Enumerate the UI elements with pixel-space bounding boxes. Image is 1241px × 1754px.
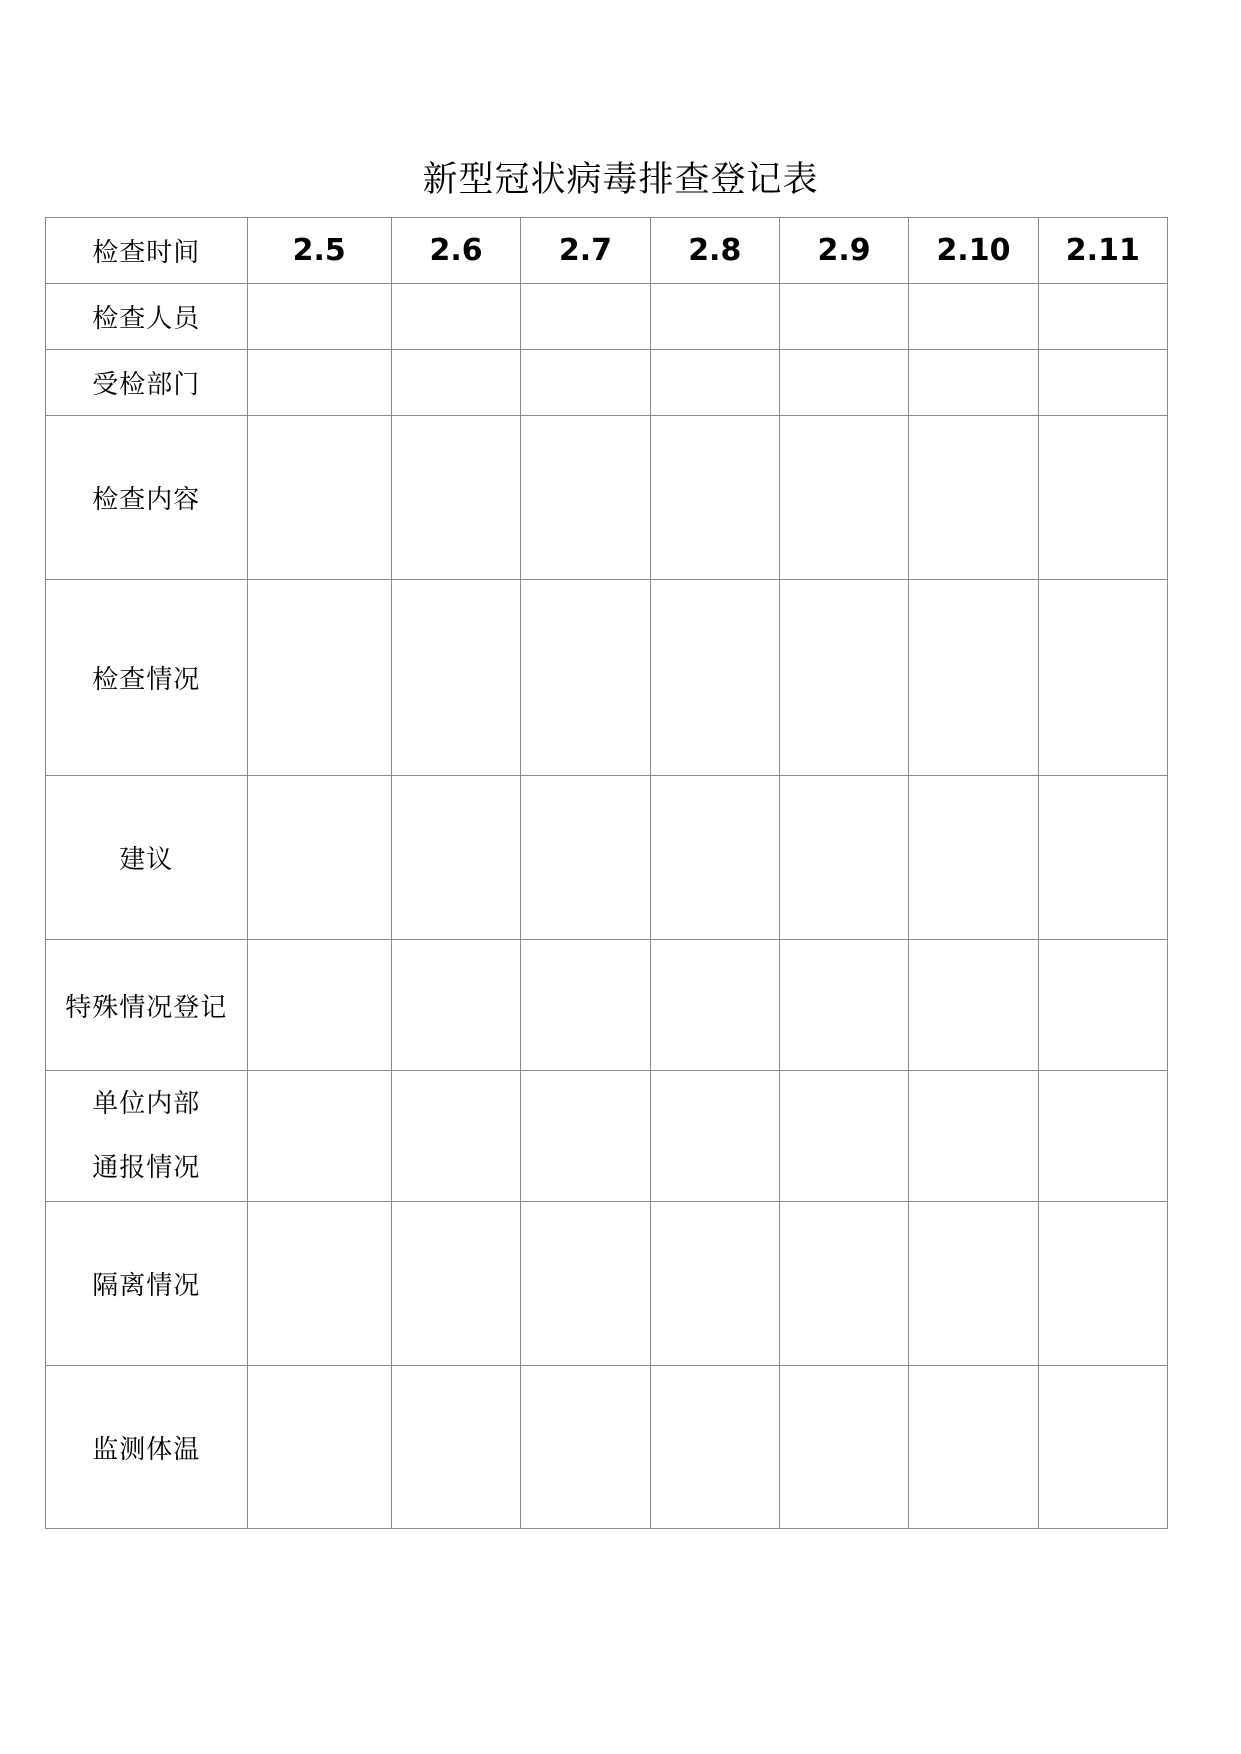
entry-cell[interactable] [1038,350,1167,416]
entry-cell[interactable] [650,776,779,940]
row-label-inspection-content: 检查内容 [46,416,248,580]
entry-cell[interactable] [909,940,1038,1071]
entry-cell[interactable] [909,1366,1038,1529]
entry-cell[interactable] [779,284,908,350]
entry-cell[interactable] [1038,1071,1167,1202]
entry-cell[interactable] [909,284,1038,350]
entry-cell[interactable] [650,1202,779,1366]
date-header: 2.7 [521,218,650,284]
row-label-inspection-status: 检查情况 [46,580,248,776]
entry-cell[interactable] [521,776,650,940]
table-row [46,1071,1168,1202]
label-line: 通报情况 [92,1153,201,1183]
table-row [46,1202,1168,1366]
entry-cell[interactable] [247,416,391,580]
entry-cell[interactable] [779,350,908,416]
entry-cell[interactable] [1038,776,1167,940]
row-label-isolation: 隔离情况 [46,1202,248,1366]
entry-cell[interactable] [247,1071,391,1202]
entry-cell[interactable] [650,940,779,1071]
entry-cell[interactable] [779,1202,908,1366]
entry-cell[interactable] [521,580,650,776]
date-header: 2.5 [247,218,391,284]
row-label-inspectors: 检查人员 [46,284,248,350]
row-label-temperature: 监测体温 [46,1366,248,1529]
table-row [46,284,1168,350]
entry-cell[interactable] [521,284,650,350]
table-row [46,350,1168,416]
entry-cell[interactable] [247,776,391,940]
entry-cell[interactable] [909,580,1038,776]
entry-cell[interactable] [779,580,908,776]
entry-cell[interactable] [650,350,779,416]
entry-cell[interactable] [391,776,520,940]
entry-cell[interactable] [247,1366,391,1529]
table-row [46,1366,1168,1529]
entry-cell[interactable] [247,284,391,350]
entry-cell[interactable] [391,1366,520,1529]
registration-table [45,217,1168,1529]
row-label-special-cases: 特殊情况登记 [46,940,248,1071]
entry-cell[interactable] [909,776,1038,940]
page-title: 新型冠状病毒排查登记表 [422,160,819,200]
entry-cell[interactable] [650,416,779,580]
entry-cell[interactable] [391,1071,520,1202]
table-row [46,776,1168,940]
entry-cell[interactable] [521,350,650,416]
label-line: 单位内部 [92,1089,201,1119]
entry-cell[interactable] [909,350,1038,416]
entry-cell[interactable] [1038,1202,1167,1366]
date-header: 2.11 [1038,218,1167,284]
entry-cell[interactable] [391,940,520,1071]
row-label-inspection-time: 检查时间 [46,218,248,284]
entry-cell[interactable] [521,1202,650,1366]
date-header: 2.6 [391,218,520,284]
entry-cell[interactable] [909,1071,1038,1202]
entry-cell[interactable] [391,284,520,350]
row-label-internal-notification [46,1071,248,1202]
entry-cell[interactable] [650,284,779,350]
entry-cell[interactable] [391,1202,520,1366]
entry-cell[interactable] [1038,940,1167,1071]
entry-cell[interactable] [650,1071,779,1202]
header-row [46,218,1168,284]
entry-cell[interactable] [247,580,391,776]
entry-cell[interactable] [779,1366,908,1529]
entry-cell[interactable] [650,580,779,776]
entry-cell[interactable] [1038,1366,1167,1529]
table-row [46,416,1168,580]
table-row [46,580,1168,776]
entry-cell[interactable] [247,1202,391,1366]
entry-cell[interactable] [1038,580,1167,776]
date-header: 2.10 [909,218,1038,284]
entry-cell[interactable] [779,416,908,580]
date-header: 2.8 [650,218,779,284]
entry-cell[interactable] [1038,284,1167,350]
entry-cell[interactable] [521,1366,650,1529]
row-label-suggestions: 建议 [46,776,248,940]
entry-cell[interactable] [909,1202,1038,1366]
entry-cell[interactable] [391,416,520,580]
entry-cell[interactable] [521,416,650,580]
date-header: 2.9 [779,218,908,284]
entry-cell[interactable] [247,940,391,1071]
row-label-inspected-department: 受检部门 [46,350,248,416]
entry-cell[interactable] [1038,416,1167,580]
entry-cell[interactable] [779,776,908,940]
entry-cell[interactable] [650,1366,779,1529]
entry-cell[interactable] [391,350,520,416]
table-row [46,940,1168,1071]
entry-cell[interactable] [909,416,1038,580]
entry-cell[interactable] [779,940,908,1071]
entry-cell[interactable] [779,1071,908,1202]
entry-cell[interactable] [521,940,650,1071]
entry-cell[interactable] [521,1071,650,1202]
entry-cell[interactable] [247,350,391,416]
entry-cell[interactable] [391,580,520,776]
